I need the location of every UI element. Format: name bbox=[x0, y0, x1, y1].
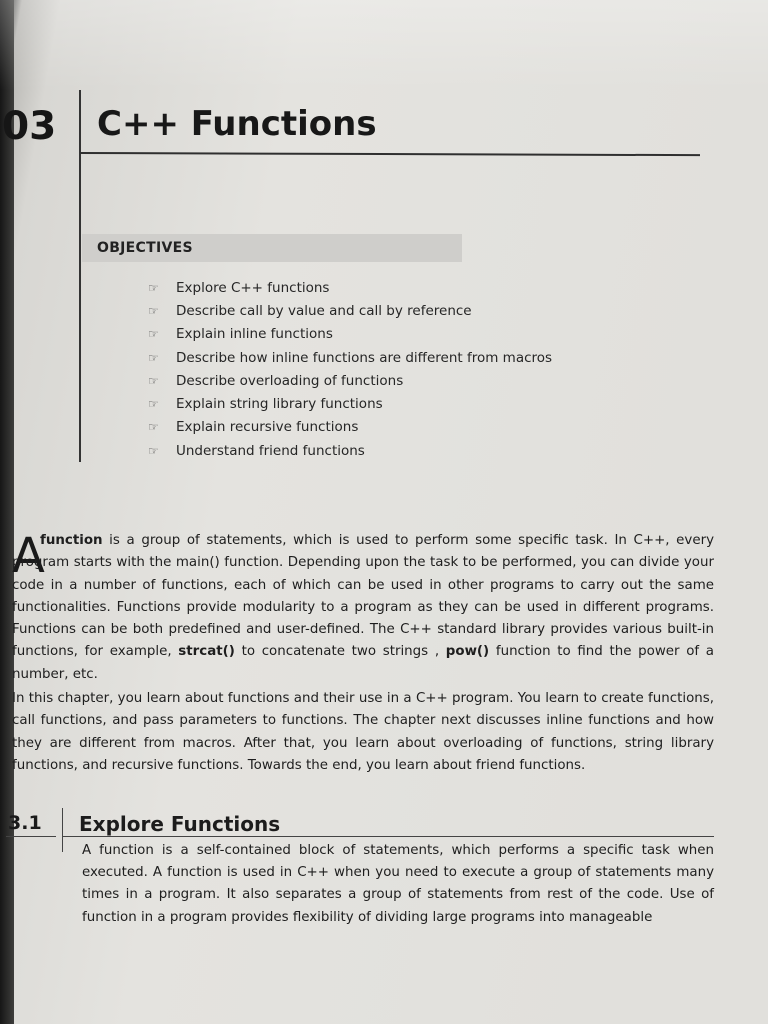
objective-text: Explore C++ functions bbox=[176, 279, 330, 296]
chapter-overview-paragraph: In this chapter, you learn about functions and their use in a C++ program. You learn to create functions, call functions, and pass parameters to functions. The chapter next discusses inline functions and how they are different from macros. After that, you learn about overloading of functions, string library functions, and recursive functions. Towards the end, you learn about friend functions. bbox=[12, 691, 714, 773]
objective-item bbox=[148, 346, 552, 369]
chapter-title: C++ Functions bbox=[97, 104, 377, 144]
intro-text-part2: to concatenate two strings , bbox=[234, 644, 446, 660]
hand-pointer-icon: ☞ bbox=[148, 327, 159, 342]
hand-pointer-icon: ☞ bbox=[148, 373, 159, 388]
page-top-shade bbox=[0, 0, 768, 90]
intro-code-pow: pow() bbox=[445, 644, 490, 660]
hand-pointer-icon: ☞ bbox=[148, 280, 159, 295]
chapter-title-rule bbox=[80, 152, 700, 156]
objectives-list bbox=[148, 276, 552, 462]
hand-pointer-icon: ☞ bbox=[148, 443, 159, 458]
hand-pointer-icon: ☞ bbox=[148, 350, 159, 365]
objective-text: Describe call by value and call by reference bbox=[176, 302, 472, 319]
objective-item bbox=[148, 299, 552, 322]
intro-text-part1: is a group of statements, which is used to perform some specific task. In C++, every program starts with the main() function. Depending upon the task to be performed, you can divide your code in a number of functions, each of which can be used in other programs to carry out the same functionalities. Functions provide modularity to a program as they can be used in different programs. Functions can be both predefined and user-defined. The C++ standard library provides various built-in functions, for example, bbox=[12, 533, 714, 660]
intro-bold-term: function bbox=[40, 533, 103, 548]
objective-item bbox=[148, 323, 552, 346]
intro-code-strcat: strcat() bbox=[178, 644, 235, 660]
hand-pointer-icon: ☞ bbox=[148, 303, 159, 318]
intro-paragraph bbox=[12, 530, 714, 686]
objective-text: Understand friend functions bbox=[176, 442, 365, 459]
objective-text: Explain recursive functions bbox=[176, 419, 359, 436]
objective-text: Explain inline functions bbox=[176, 326, 333, 343]
objective-text: Describe how inline functions are different from macros bbox=[176, 349, 553, 366]
objective-text: Describe overloading of functions bbox=[176, 372, 404, 389]
objective-item bbox=[148, 369, 552, 392]
section-title: Explore Functions bbox=[79, 812, 281, 836]
chapter-number: 03 bbox=[2, 104, 57, 149]
hand-pointer-icon: ☞ bbox=[148, 420, 159, 435]
book-spine-shadow bbox=[0, 0, 14, 1024]
objective-text: Explain string library functions bbox=[176, 396, 383, 413]
objective-item bbox=[148, 276, 552, 299]
chapter-divider-vertical bbox=[79, 90, 81, 462]
section-number-rule bbox=[6, 836, 56, 837]
section-title-rule bbox=[62, 836, 714, 837]
section-divider-vertical bbox=[62, 808, 63, 852]
objectives-heading: OBJECTIVES bbox=[97, 240, 193, 256]
drop-cap-letter: A bbox=[12, 528, 45, 584]
section-number: 3.1 bbox=[8, 812, 42, 834]
intro-text-part3: function to find the power of a number, etc. bbox=[12, 644, 714, 682]
hand-pointer-icon: ☞ bbox=[148, 397, 159, 412]
objective-item bbox=[148, 439, 552, 462]
objective-item bbox=[148, 392, 552, 415]
section-paragraph: A function is a self-contained block of statements, which performs a specific task when executed. A function is used in C++ when you need to execute a group of statements many times in a program. It also separates a group of statements from rest of the code. Use of function in a program provides flexibility of dividing large programs into manageable bbox=[82, 843, 714, 925]
objective-item bbox=[148, 416, 552, 439]
